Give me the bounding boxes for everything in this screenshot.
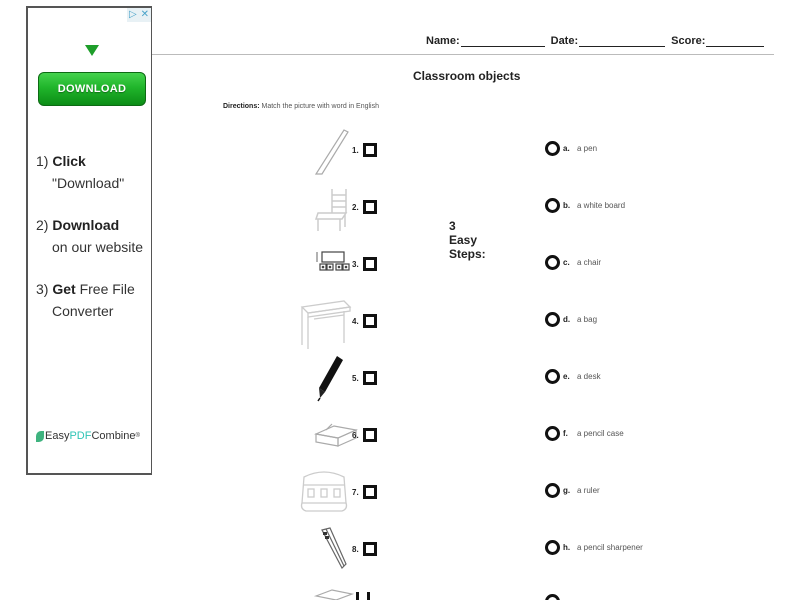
option-g: g. a ruler [545, 483, 600, 498]
header-divider [152, 54, 774, 55]
option-b: b. a white board [545, 198, 625, 213]
step-3: 3) Get Free File Converter [36, 281, 135, 319]
bag-icon [296, 467, 352, 517]
option-e: e. a desk [545, 369, 601, 384]
answer-box-6[interactable] [363, 428, 377, 442]
answer-box-9[interactable] [356, 592, 370, 600]
score-line [706, 35, 764, 47]
download-button[interactable]: DOWNLOAD [38, 72, 146, 106]
step-1: 1) Click "Download" [36, 153, 125, 191]
answer-circle-b[interactable] [545, 198, 560, 213]
score-field: Score: [671, 35, 764, 47]
answer-circle-g[interactable] [545, 483, 560, 498]
step-2: 2) Download on our website [36, 217, 144, 255]
name-line [461, 35, 545, 47]
option-f: f. a pencil case [545, 426, 624, 441]
name-field: Name: [426, 35, 545, 47]
answer-box-8[interactable] [363, 542, 377, 556]
answer-circle-a[interactable] [545, 141, 560, 156]
answer-box-2[interactable] [363, 200, 377, 214]
answer-box-7[interactable] [363, 485, 377, 499]
down-arrow-icon [85, 45, 99, 56]
worksheet-title: Classroom objects [413, 69, 521, 83]
answer-circle-c[interactable] [545, 255, 560, 270]
steps-title: 3 Easy Steps: [449, 219, 486, 261]
answer-circle-i[interactable] [545, 594, 560, 600]
option-a: a. a pen [545, 141, 597, 156]
picture-row-8: 8. [352, 537, 377, 561]
answer-box-3[interactable] [363, 257, 377, 271]
picture-row-2: 2. [352, 195, 377, 219]
header-fields [426, 35, 764, 47]
ad-choices-icon[interactable]: ▷ [128, 9, 137, 20]
option-h: h. a pencil sharpener [545, 540, 643, 555]
option-d: d. a bag [545, 312, 597, 327]
picture-row-6: 6. [352, 423, 377, 447]
leaf-icon [36, 431, 44, 442]
ad-choices-bar[interactable] [127, 8, 151, 22]
date-field: Date: [551, 35, 666, 47]
answer-circle-e[interactable] [545, 369, 560, 384]
picture-row-5: 5. [352, 366, 377, 390]
answer-circle-f[interactable] [545, 426, 560, 441]
answer-circle-h[interactable] [545, 540, 560, 555]
directions: Directions: Match the picture with word in English [223, 103, 380, 110]
answer-box-5[interactable] [363, 371, 377, 385]
picture-row-3: 3. [352, 252, 377, 276]
option-c: c. a chair [545, 255, 601, 270]
date-line [579, 35, 665, 47]
picture-row-9 [352, 592, 370, 600]
close-icon[interactable]: ✕ [140, 9, 150, 20]
desk-icon [298, 297, 354, 353]
ad-steps [36, 150, 486, 342]
answer-circle-d[interactable] [545, 312, 560, 327]
picture-row-7: 7. [352, 480, 377, 504]
answer-box-1[interactable] [363, 143, 377, 157]
easypdfcombine-logo[interactable]: Easy PDF Combine ® [36, 430, 140, 442]
picture-row-1: 1. [352, 138, 377, 162]
picture-row-4: 4. [352, 309, 377, 333]
answer-box-4[interactable] [363, 314, 377, 328]
option-i [545, 594, 563, 600]
